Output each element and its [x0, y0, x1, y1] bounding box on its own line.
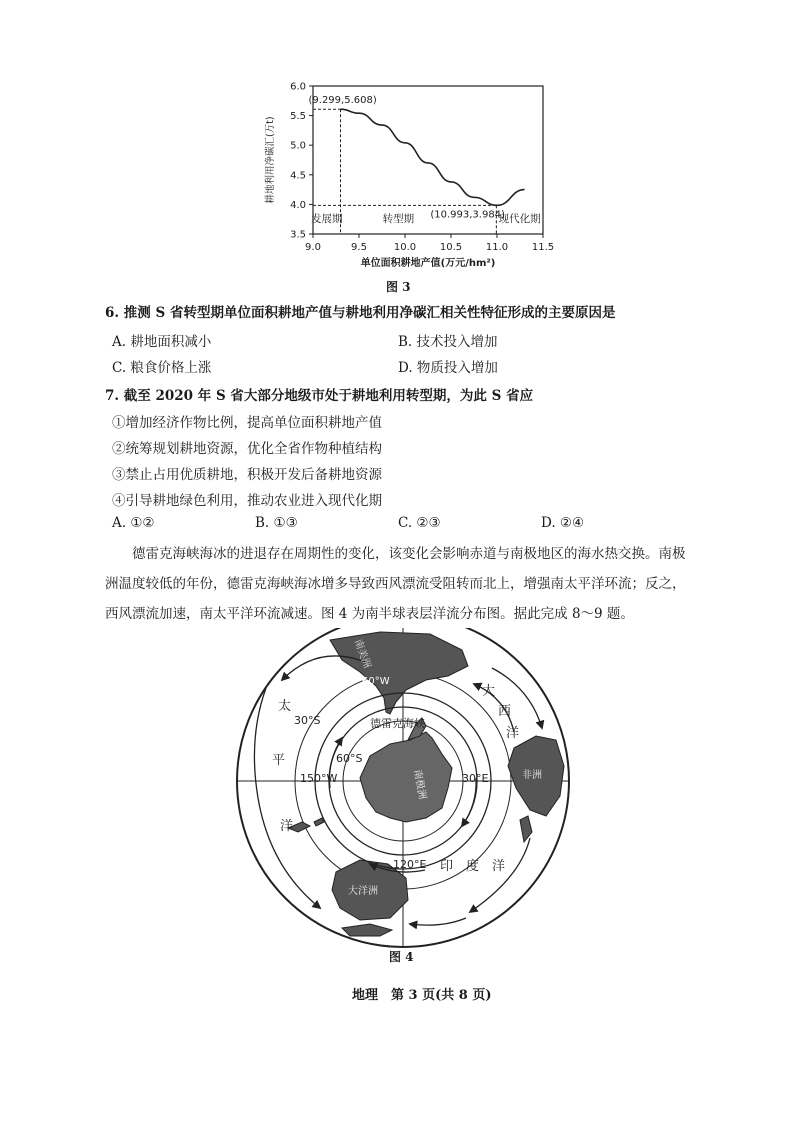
q6-option-a: A. 耕地面积减小 — [112, 334, 212, 350]
q7-item-1: ①增加经济作物比例，提高单位面积耕地产值 — [112, 415, 382, 431]
q7-option-b: B. ①③ — [255, 515, 298, 531]
q7-option-c: C. ②③ — [398, 515, 441, 531]
q7-item-2: ②统筹规划耕地资源，优化全省作物种植结构 — [112, 441, 382, 457]
q6-option-d: D. 物质投入增加 — [398, 360, 498, 376]
label-drake: 德雷克海峡 — [370, 717, 425, 730]
page-footer: 地理 第 3 页(共 8 页) — [352, 988, 492, 1003]
figure4-caption: 图 4 — [389, 950, 414, 964]
x-axis-label: 单位面积耕地产值(万元/hm²) — [360, 258, 496, 269]
label-africa: 非洲 — [522, 770, 542, 781]
label-antarctica: 南极洲 — [411, 768, 428, 801]
q7-stem: 7. 截至 2020 年 S 省大部分地级市处于耕地利用转型期，为此 S 省应 — [105, 388, 534, 404]
figure3-chart — [255, 76, 555, 272]
phase-label-development: 发展期 — [311, 213, 343, 225]
figure4-map — [230, 628, 570, 948]
y-tick-label: 4.0 — [290, 199, 306, 211]
q7-item-4: ④引导耕地绿色利用，推动农业进入现代化期 — [112, 493, 382, 509]
label-pacific-1: 太 — [278, 699, 292, 714]
x-tick-label: 10.5 — [439, 242, 463, 253]
x-tick-label: 9.5 — [351, 242, 367, 253]
annotation-min: (10.993,3.984) — [430, 209, 505, 221]
label-pacific-3: 洋 — [280, 819, 294, 834]
x-tick-label: 11.0 — [485, 242, 509, 253]
series-line — [341, 109, 525, 205]
label-atlantic-1: 大 — [482, 684, 496, 699]
q7-option-a: A. ①② — [112, 515, 155, 531]
label-south-america: 南美洲 — [351, 637, 373, 670]
y-tick-label: 3.5 — [290, 229, 306, 241]
x-tick-label: 9.0 — [305, 242, 321, 253]
q7-option-d: D. ②④ — [541, 515, 585, 531]
y-tick-label: 5.0 — [290, 140, 306, 152]
q7-item-3: ③禁止占用优质耕地，积极开发后备耕地资源 — [112, 467, 382, 483]
q6-option-b: B. 技术投入增加 — [398, 334, 498, 350]
q6-option-c: C. 粮食价格上涨 — [112, 360, 212, 376]
annotation-max: (9.299,5.608) — [308, 95, 377, 107]
passage-text: 德雷克海峡海冰的进退存在周期性的变化，该变化会影响赤道与南极地区的海水热交换。南极洲温度较低的年份，德雷克海峡海冰增多导致西风漂流受阻转而北上，增强南太平洋环流；反之，西风漂流加速，南太平洋环流减速。图 4 为南半球表层洋流分布图。据此完成 8～9 题。 — [105, 546, 686, 622]
label-australia: 大洋洲 — [348, 886, 378, 897]
y-tick-label: 6.0 — [290, 81, 306, 93]
y-tick-label: 4.5 — [290, 170, 306, 182]
label-60w: 60°W — [362, 676, 390, 687]
y-axis-label: 耕地利用净碳汇(万t) — [265, 116, 276, 204]
x-tick-label: 10.0 — [393, 242, 417, 253]
label-pacific-2: 平 — [272, 753, 286, 768]
label-30e: 30°E — [462, 772, 489, 785]
figure3-caption: 图 3 — [386, 280, 411, 294]
q6-stem: 6. 推测 S 省转型期单位面积耕地产值与耕地利用净碳汇相关性特征形成的主要原因是 — [105, 305, 616, 321]
phase-label-transition: 转型期 — [382, 213, 415, 225]
label-120e: 120°E — [393, 858, 427, 871]
label-30s: 30°S — [294, 714, 321, 727]
label-atlantic-3: 洋 — [506, 726, 520, 741]
plot-frame — [313, 86, 543, 234]
label-atlantic-2: 西 — [498, 704, 512, 719]
x-tick-label: 11.5 — [531, 242, 555, 253]
y-tick-label: 5.5 — [290, 111, 306, 123]
label-indian: 印 度 洋 — [440, 859, 506, 874]
phase-label-modern: 现代化期 — [498, 213, 541, 225]
label-150w: 150°W — [300, 772, 338, 785]
label-60s: 60°S — [336, 752, 363, 765]
